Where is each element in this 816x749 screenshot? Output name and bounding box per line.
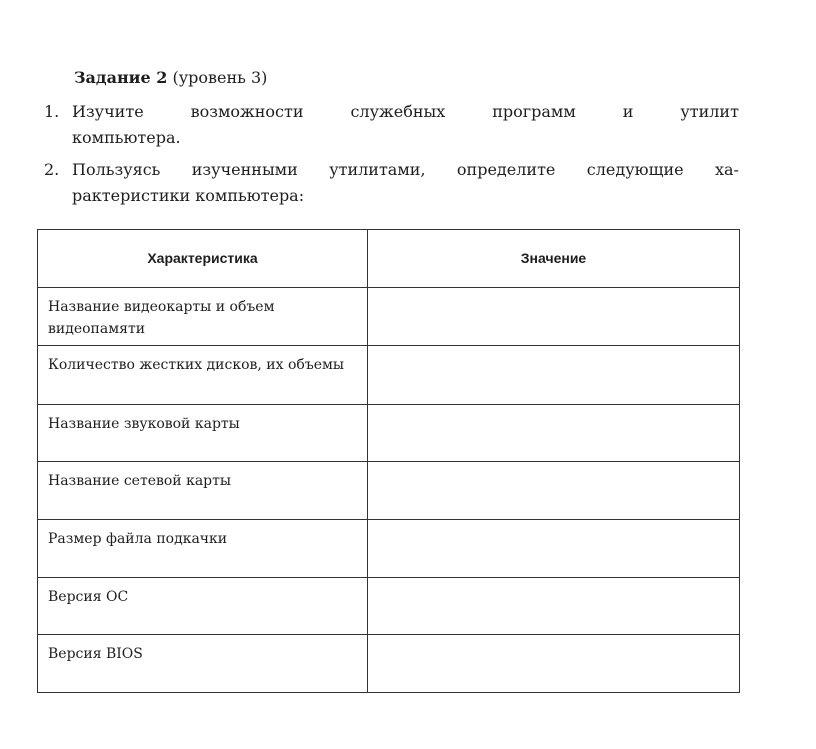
specs-table [37,229,740,693]
instruction-word: ха- [714,160,739,179]
cell-value[interactable] [368,520,740,578]
cell-characteristic: Название видеокарты и объем видеопамяти [38,287,368,346]
cell-characteristic: Версия ОС [38,577,368,635]
cell-value[interactable] [368,287,740,346]
cell-value[interactable] [368,577,740,635]
task-title [74,68,267,88]
task-title-bold: Задание 2 [74,68,168,87]
instruction-1 [44,99,739,151]
instruction-word: программ [492,102,576,121]
table-row [38,462,740,520]
instruction-number: 1. [44,102,60,121]
instruction-word: и [622,102,634,121]
cell-characteristic: Название звуковой карты [38,404,368,462]
table-row [38,346,740,405]
cell-characteristic: Количество жестких дисков, их объемы [38,346,368,405]
instruction-text [72,99,739,151]
cell-value[interactable] [368,404,740,462]
instruction-word: утилит [680,102,739,121]
cell-characteristic: Версия BIOS [38,635,368,693]
instruction-word: служебных [350,102,446,121]
table-header-row [38,230,740,288]
instruction-word: утилитами, [329,160,426,179]
instruction-line2: рактеристики компьютера: [72,186,305,205]
instruction-2 [44,157,739,209]
table-row [38,287,740,346]
cell-value[interactable] [368,346,740,405]
instruction-word: определите [456,160,556,179]
instruction-word: изученными [191,160,298,179]
table-row [38,577,740,635]
instruction-number: 2. [44,160,60,179]
instruction-line2: компьютера. [72,128,181,147]
cell-characteristic: Размер файла подкачки [38,520,368,578]
cell-characteristic: Название сетевой карты [38,462,368,520]
task-title-level: (уровень 3) [167,68,268,87]
cell-value[interactable] [368,462,740,520]
table-row [38,635,740,693]
table-row [38,520,740,578]
instruction-text [72,157,739,209]
table-row [38,404,740,462]
instruction-word: Пользуясь [72,160,161,179]
header-characteristic: Характеристика [38,230,368,288]
instruction-word: Изучите [72,102,144,121]
header-value: Значение [368,230,740,288]
instruction-word: следующие [586,160,684,179]
cell-value[interactable] [368,635,740,693]
instruction-word: возможности [190,102,304,121]
